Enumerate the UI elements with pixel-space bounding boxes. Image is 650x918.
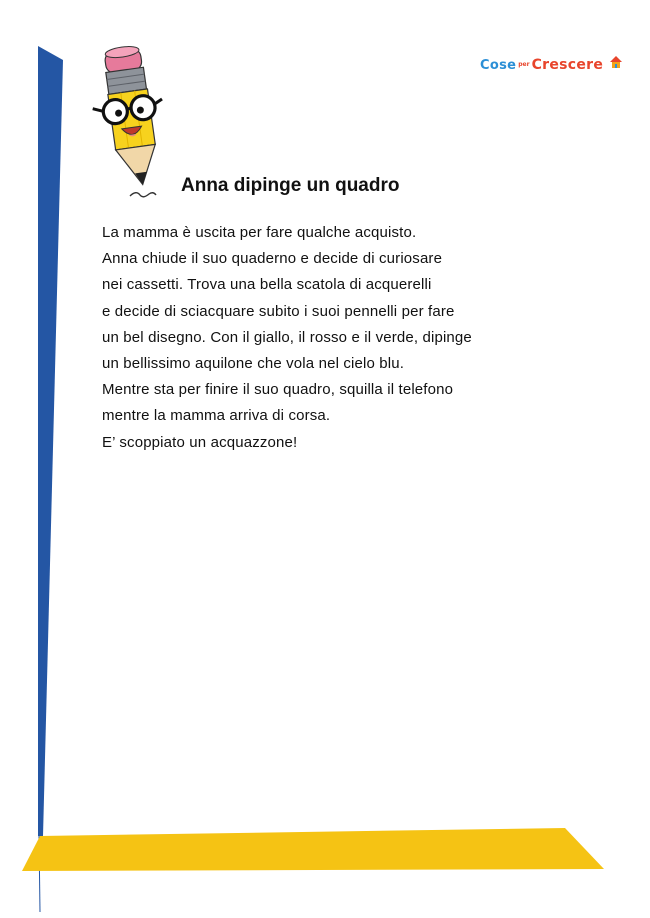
story-line: e decide di sciacquare subito i suoi pennelli per fare [102,302,455,320]
story-text [102,220,572,456]
story-line: un bellissimo aquilone che vola nel cielo blu. [102,355,405,373]
logo-word-per: per [518,61,530,68]
logo-word-crescere [532,57,604,73]
story-line: nei cassetti. Trova una bella scatola di acquerelli [102,276,432,294]
logo-crescere-text: Crescere [531,57,604,73]
cose-per-crescere-logo [480,54,610,80]
story-line: Mentre sta per finire il suo quadro, squilla il telefono [102,381,454,399]
house-icon [609,55,623,69]
story-line: E’ scoppiato un acquazzone! [102,433,298,451]
story-title: Anna dipinge un quadro [181,175,400,196]
story-line: un bel disegno. Con il giallo, il rosso e il verde, dipinge [102,328,472,346]
story-line: La mamma è uscita per fare qualche acquisto. [102,224,417,241]
logo-word-cose: Cose [480,58,517,73]
story-line: Anna chiude il suo quaderno e decide di curiosare [102,250,443,268]
story-line: mentre la mamma arriva di corsa. [102,407,331,425]
